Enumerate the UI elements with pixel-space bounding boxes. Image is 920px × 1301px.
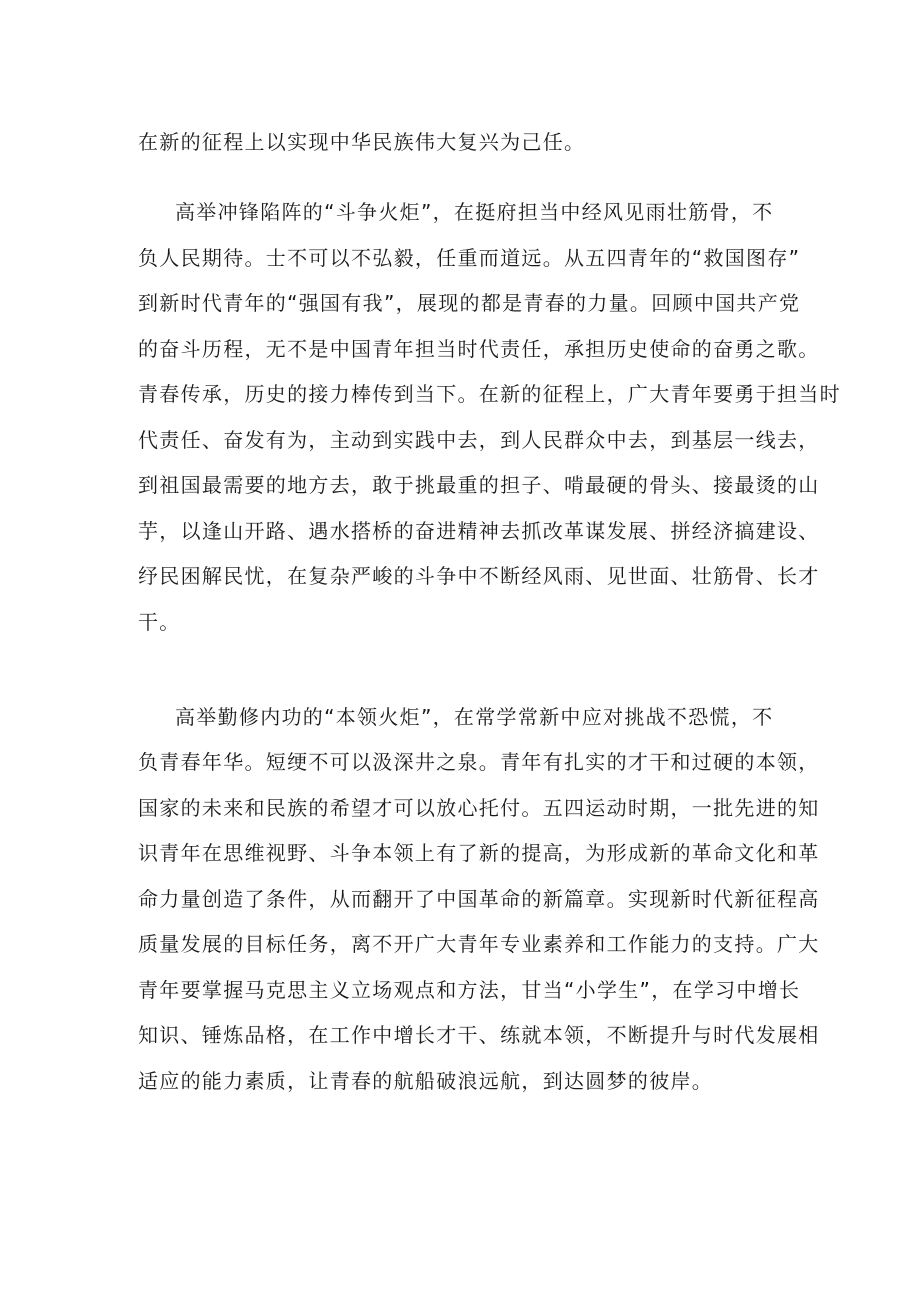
paragraph-line: 到新时代青年的“强国有我”，展现的都是青春的力量。回顾中国共产党: [138, 291, 801, 315]
paragraph-line: 适应的能力素质，让青春的航船破浪远航，到达圆梦的彼岸。: [138, 1069, 714, 1093]
paragraph-line: 知识、锤炼品格，在工作中增长才干、练就本领，不断提升与时代发展相: [138, 1023, 820, 1047]
paragraph-line: 负人民期待。士不可以不弘毅，任重而道远。从五四青年的“救国图存”: [138, 246, 801, 270]
paragraph-line: 命力量创造了条件，从而翻开了中国革命的新篇章。实现新时代新征程高: [138, 887, 820, 911]
paragraph-line: 到祖国最需要的地方去，敢于挑最重的担子、啃最硬的骨头、接最烫的山: [138, 473, 820, 497]
paragraph-line: 高举冲锋陷阵的“斗争火炬”，在挺府担当中经风见雨壮筋骨，不: [175, 200, 774, 224]
paragraph-line: 的奋斗历程，无不是中国青年担当时代责任，承担历史使命的奋勇之歌。: [138, 337, 820, 361]
paragraph-line: 负青春年华。短绠不可以汲深井之泉。青年有扎实的才干和过硬的本领，: [138, 750, 820, 774]
paragraph-line: 国家的未来和民族的希望才可以放心托付。五四运动时期，一批先进的知: [138, 796, 820, 820]
paragraph-line: 代责任、奋发有为，主动到实践中去，到人民群众中去，到基层一线去，: [138, 428, 820, 452]
paragraph-line: 高举勤修内功的“本领火炬”，在常学常新中应对挑战不恐慌，不: [175, 705, 774, 729]
paragraph-line: 纾民困解民忧，在复杂严峻的斗争中不断经风雨、见世面、壮筋骨、长才: [138, 564, 820, 588]
paragraph-line: 质量发展的目标任务，离不开广大青年专业素养和工作能力的支持。广大: [138, 932, 820, 956]
paragraph-line: 干。: [138, 610, 181, 634]
paragraph-line: 青年要掌握马克思主义立场观点和方法，甘当“小学生”，在学习中增长: [138, 978, 801, 1002]
paragraph-line: 在新的征程上以实现中华民族伟大复兴为己任。: [138, 130, 586, 154]
paragraph-line: 识青年在思维视野、斗争本领上有了新的提高，为形成新的革命文化和革: [138, 841, 820, 865]
paragraph-line: 芋，以逢山开路、遇水搭桥的奋进精神去抓改革谋发展、拼经济搞建设、: [138, 519, 820, 543]
paragraph-line: 青春传承，历史的接力棒传到当下。在新的征程上，广大青年要勇于担当时: [138, 382, 841, 406]
